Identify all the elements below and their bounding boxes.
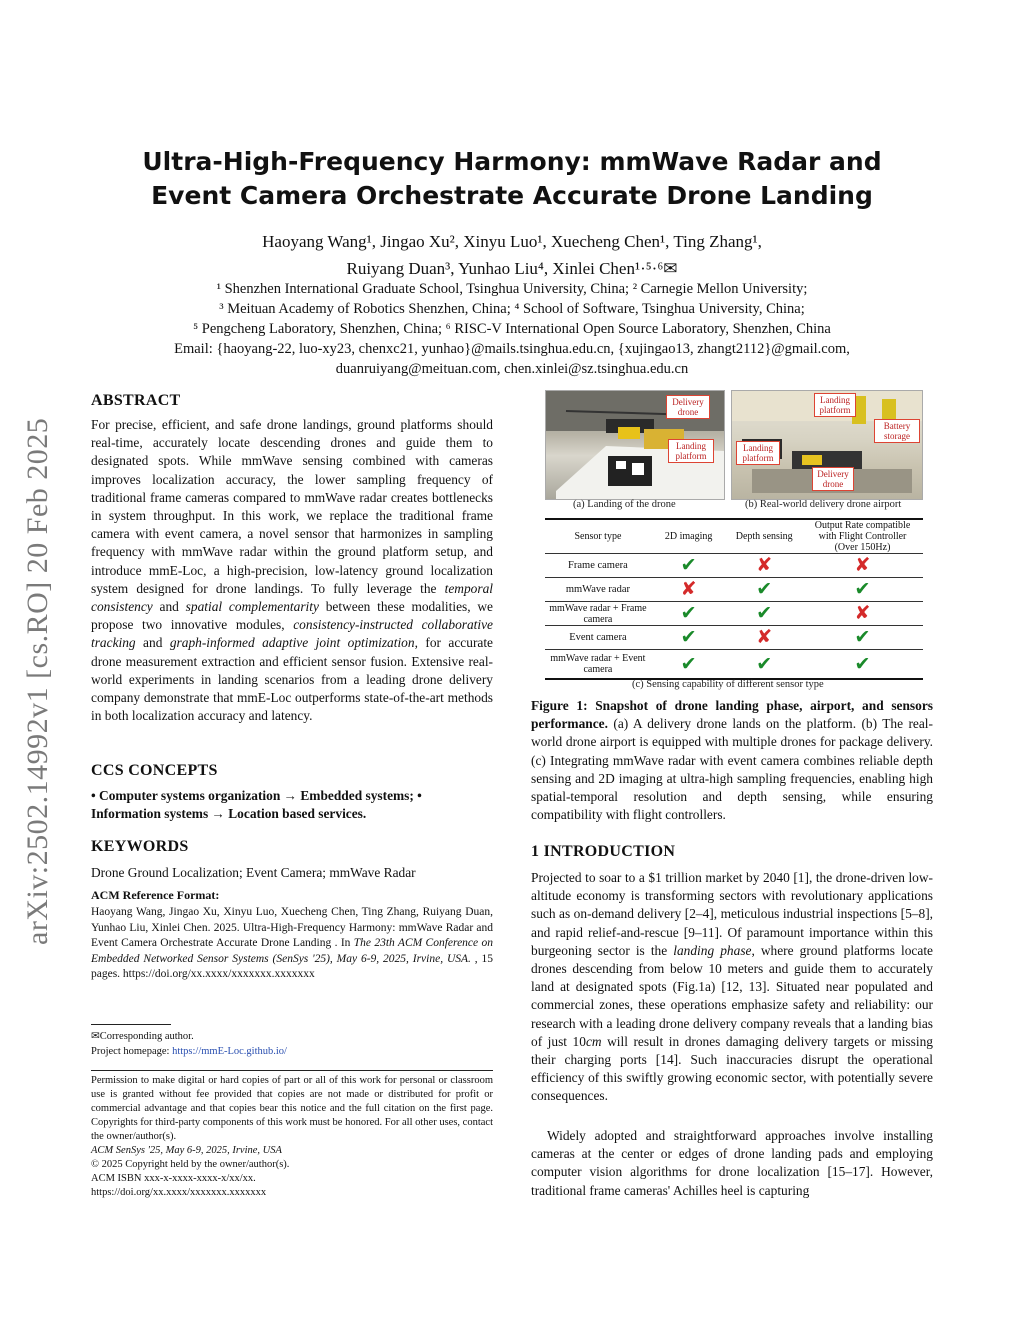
abstract-body (91, 416, 493, 725)
label-delivery-drone: Delivery drone (666, 395, 710, 419)
copyright-note: © 2025 Copyright held by the owner/author(s). (91, 1159, 290, 1170)
figure-1-photos (545, 390, 923, 510)
photo-landing-drone (545, 390, 725, 500)
arxiv-identifier: arXiv:2502.14992v1 [cs.RO] 20 Feb 2025 (21, 417, 54, 945)
abstract-emphasis: temporal consistency (91, 580, 493, 615)
intro-paragraph-1 (531, 869, 933, 1106)
check-mark: ✔ (802, 626, 923, 650)
abstract-heading: ABSTRACT (91, 392, 181, 409)
affiliations (92, 279, 932, 379)
check-mark: ✔ (651, 650, 727, 680)
cross-mark: ✘ (802, 602, 923, 626)
check-mark: ✔ (726, 602, 802, 626)
check-mark: ✔ (802, 578, 923, 602)
title-line-2: Event Camera Orchestrate Accurate Drone Landing (151, 181, 873, 210)
ccs-concepts: • Computer systems organization → Embedded systems; • Information systems → Location based services. (91, 788, 422, 822)
affiliation-line: ⁵ Pengcheng Laboratory, Shenzhen, China; ⁶ RISC-V International Open Source Laboratory, Shenzhen, China (193, 321, 831, 337)
acm-ref-text (91, 905, 493, 983)
row-sensor-name: mmWave radar (545, 578, 651, 602)
keywords-heading: KEYWORDS (91, 838, 189, 855)
row-sensor-name: Event camera (545, 626, 651, 650)
isbn-note: ACM ISBN xxx-x-xxxx-xxxx-x/xx/xx. (91, 1173, 256, 1184)
acm-ref-heading: ACM Reference Format: (91, 888, 220, 902)
row-sensor-name: mmWave radar + Event camera (545, 650, 651, 680)
label-landing-platform-b: Landing platform (814, 393, 856, 417)
subcaption-b: (b) Real-world delivery drone airport (745, 499, 902, 510)
acm-ref-tail: , 15 pages. https://doi.org/xx.xxxx/xxxxxxx.xxxxxxx (91, 952, 493, 981)
keywords-text: Drone Ground Localization; Event Camera; mmWave Radar (91, 865, 416, 880)
cross-mark: ✘ (726, 626, 802, 650)
paper-title (92, 145, 932, 213)
abstract-text: , for accurate drone measurement extraction and efficient sensor fusion. Extensive real-world experiments in landing scenarios from a leading drone delivery company demonstrate that mmE-Loc outperforms state-of-the-art methods in both localization accuracy and latency. (91, 635, 494, 724)
caption-text: (a) A delivery drone lands on the platform. (b) The real-world drone airport is equipped with multiple drones for package delivery. (c) Integrating mmWave radar with event camera combines reliable depth sensing and 2D imaging at ultra-high sampling frequencies, enabling high spatial-temporal resolution and depth sensing, while ensuring compatibility with flight controllers. (531, 716, 933, 823)
label-battery-storage: Battery storage (874, 419, 920, 443)
intro-text: Projected to soar to a $1 trillion market by 2040 [1], the drone-driven low-altitude economy is transforming sectors with revolutionary applications such as on-demand delivery [2–4], meticulous industrial inspections [5–8], and rapid relief-and-rescue [9–11]. Of paramount importance within this burgeoning sector is the (531, 870, 933, 958)
abstract-text: between these modalities, we propose two innovative modules, (91, 599, 493, 633)
label-delivery-drone-b: Delivery drone (812, 467, 854, 491)
acm-ref-body: Haoyang Wang, Jingao Xu, Xinyu Luo, Xuecheng Chen, Ting Zhang, Ruiyang Duan, Yunhao Liu, Xinlei Chen. 2025. Ultra-High-Frequency Harmony: mmWave Radar and Event Camera Orchestrate Accurate Drone Landing . In (91, 906, 493, 950)
intro-paragraph-2: Widely adopted and straightforward approaches involve installing cameras at the center or edges of drone landing pads and employing computer vision algorithms for drone localization [15–17]. However, traditional frame cameras' Achilles heel is capturing (531, 1128, 933, 1198)
email-line: Email: {haoyang-22, luo-xy23, chenxc21, yunhao}@mails.tsinghua.edu.cn, {xujingao13, zhangt2112}@gmail.com, (174, 341, 850, 357)
intro-text: will result in drones damaging delivery targets or missing their charging ports [14]. Such inaccuracies disrupt the operational efficiency of this swiftly growing economic sector, with potentially severe consequences. (531, 1033, 933, 1104)
check-mark: ✔ (802, 650, 923, 680)
abstract-text: and (152, 599, 186, 615)
permission-notice: Permission to make digital or hard copies of part or all of this work for personal or classroom use is granted without fee provided that copies are not made or distributed for profit or commercial advantage and that copies bear this notice and the full citation on the first page. Copyrights for third-party components of this work must be honored. For all other uses, contact the owner/author(s). (91, 1075, 493, 1142)
corresponding-note: ✉Corresponding author. (91, 1031, 194, 1042)
table-row (545, 650, 923, 680)
intro-emphasis: landing phase (673, 942, 752, 958)
label-landing-platform-b2: Landing platform (736, 441, 780, 465)
check-mark: ✔ (726, 578, 802, 602)
conference-note: ACM SenSys '25, May 6-9, 2025, Irvine, USA (91, 1145, 282, 1156)
header-depth-sensing: Depth sensing (726, 519, 802, 554)
abstract-emphasis: consistency-instructed collaborative tracking (91, 617, 493, 651)
homepage-label: Project homepage: (91, 1046, 173, 1057)
abstract-text: For precise, efficient, and safe drone landings, ground platforms should real-time, accurately locate descending drones and guide them to designated spots. While mmWave sensing combined with cameras improves localization accuracy, the lower sampling frequency of traditional frame cameras compared to mmWave radar creates bottlenecks in system throughput. In this work, we replace the traditional frame camera with event camera, a novel sensor that harmonizes in sampling frequency with mmWave radar within the ground platform setup, and introduce mmE-Loc, a high-precision, low-latency ground localization system designed for drone landings. To fully leverage the (91, 417, 493, 596)
row-sensor-name: mmWave radar + Frame camera (545, 602, 651, 626)
homepage-note (91, 1045, 493, 1059)
affiliation-line: ¹ Shenzhen International Graduate School, Tsinghua University, China; ² Carnegie Mellon University; (216, 281, 808, 297)
subcaption-c: (c) Sensing capability of different sensor type (632, 679, 824, 690)
check-mark: ✔ (651, 626, 727, 650)
table-row (545, 554, 923, 578)
homepage-link[interactable]: https://mmE-Loc.github.io/ (172, 1046, 287, 1057)
footnote-rule (91, 1024, 171, 1025)
cross-mark: ✘ (802, 554, 923, 578)
check-mark: ✔ (651, 602, 727, 626)
intro-unit: cm (585, 1033, 602, 1049)
table-row (545, 578, 923, 602)
email-line: duanruiyang@meituan.com, chen.xinlei@sz.tsinghua.edu.cn (335, 361, 689, 377)
figure-1-caption (531, 697, 933, 824)
affiliation-line: ³ Meituan Academy of Robotics Shenzhen, China; ⁴ School of Software, Tsinghua University, China; (219, 301, 805, 317)
abstract-emphasis: spatial complementarity (185, 599, 319, 615)
table-row (545, 602, 923, 626)
intro-text: , where ground platforms locate drones descending from below 10 meters and guide them to accurately land at designated spots (Fig.1a) [12, 13]. Situated near populated and commercial zones, these operations emphasize safety and reliability: our research with a leading drone delivery company reveals that a landing bias of just 10 (531, 942, 933, 1049)
subcaption-a: (a) Landing of the drone (573, 499, 676, 510)
row-sensor-name: Frame camera (545, 554, 651, 578)
label-landing-platform: Landing platform (668, 439, 714, 463)
title-line-1: Ultra-High-Frequency Harmony: mmWave Radar and (142, 147, 882, 176)
ccs-heading: CCS CONCEPTS (91, 762, 218, 779)
author-list (92, 228, 932, 282)
table-row (545, 626, 923, 650)
authors-line-1: Haoyang Wang¹, Jingao Xu², Xinyu Luo¹, Xuecheng Chen¹, Ting Zhang¹, (262, 232, 762, 251)
header-output-rate: Output Rate compatible with Flight Controller (Over 150Hz) (802, 519, 923, 554)
acm-ref-venue: The 23th ACM Conference on Embedded Networked Sensor Systems (SenSys '25), May 6-9, 2025, Irvine, USA. (91, 937, 493, 965)
table-header-row (545, 519, 923, 554)
sensor-capability-table (545, 518, 923, 680)
header-sensor-type: Sensor type (545, 519, 651, 554)
introduction-heading: 1 INTRODUCTION (531, 843, 676, 860)
authors-line-2: Ruiyang Duan³, Yunhao Liu⁴, Xinlei Chen¹·⁵·⁶✉ (346, 259, 678, 278)
abstract-emphasis: graph-informed adaptive joint optimization (169, 635, 415, 651)
cross-mark: ✘ (726, 554, 802, 578)
check-mark: ✔ (726, 650, 802, 680)
photo-drone-airport (731, 390, 923, 500)
check-mark: ✔ (651, 554, 727, 578)
caption-title: Figure 1: Snapshot of drone landing phase, airport, and sensors performance. (531, 698, 933, 732)
abstract-text: and (135, 635, 170, 651)
permission-rule (91, 1070, 493, 1071)
header-2d-imaging: 2D imaging (651, 519, 727, 554)
cross-mark: ✘ (651, 578, 727, 602)
doi-note: https://doi.org/xx.xxxx/xxxxxxx.xxxxxxx (91, 1187, 267, 1198)
